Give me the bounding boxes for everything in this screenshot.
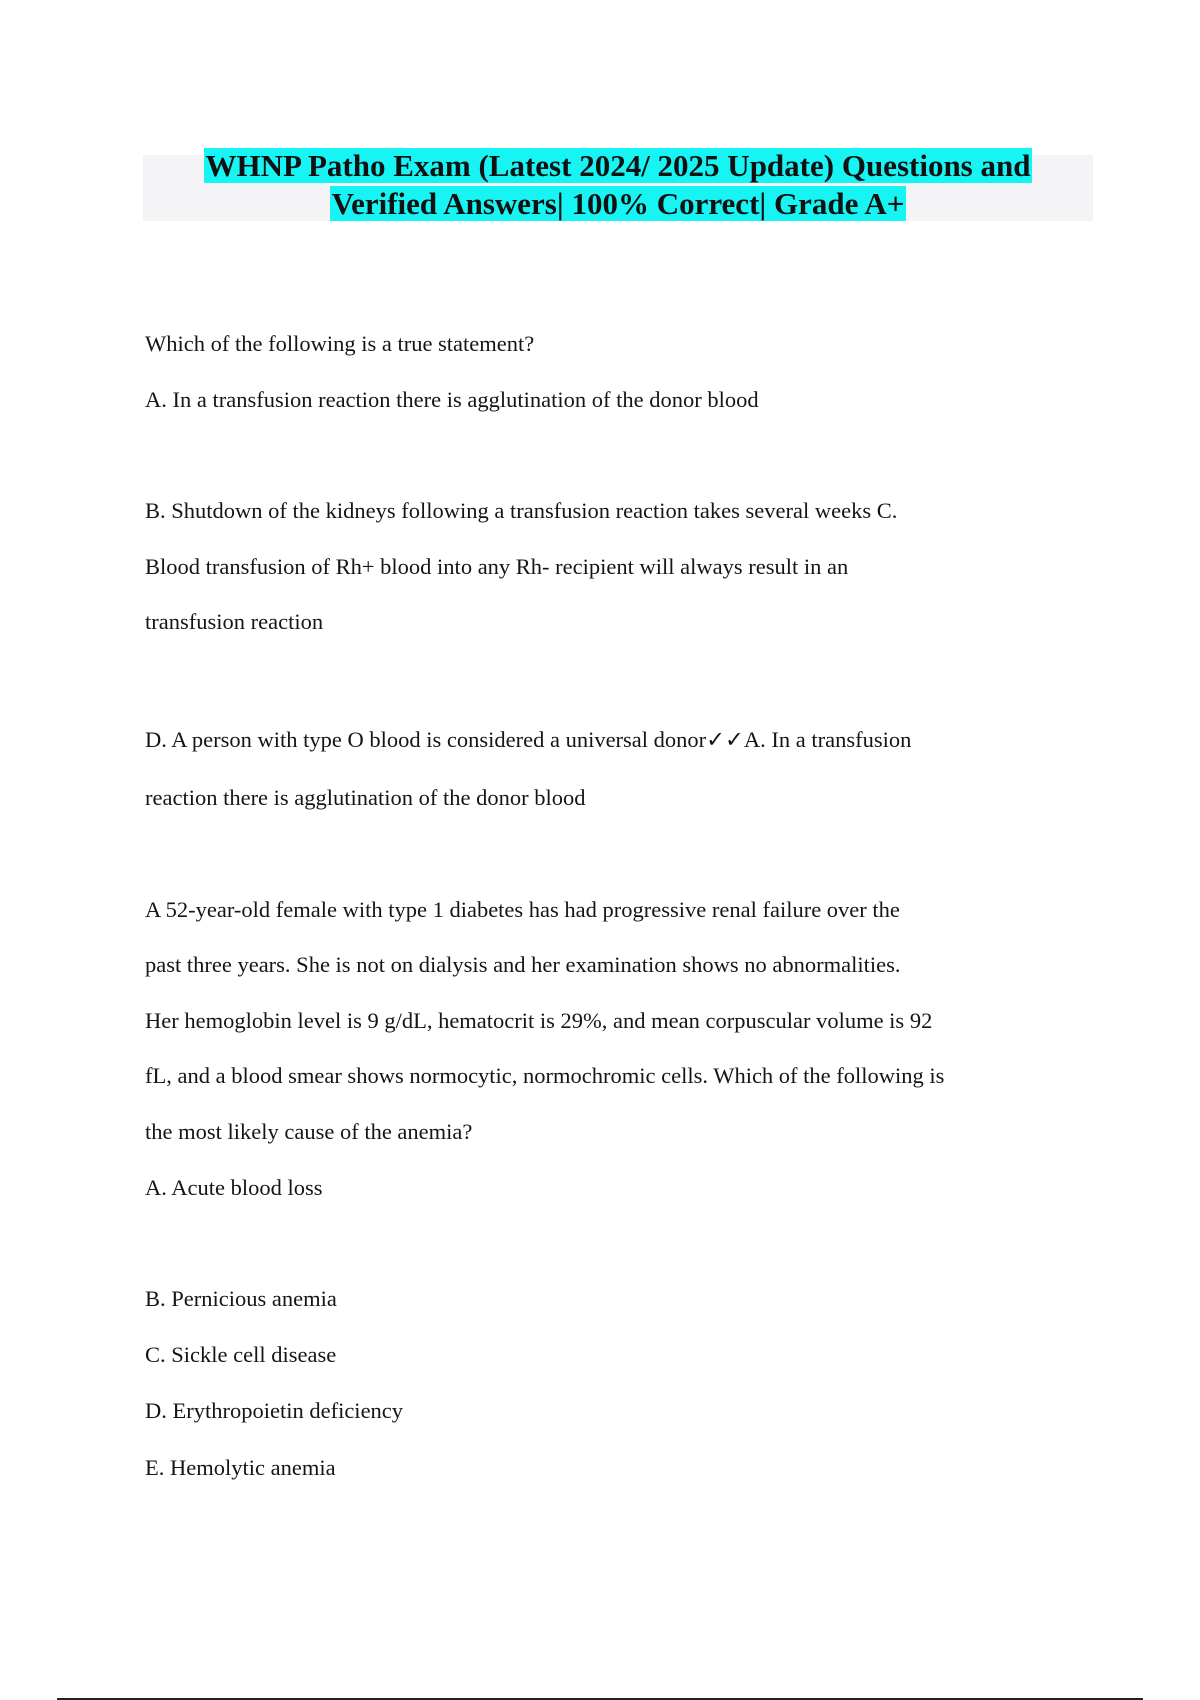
q2-stem-line-2: past three years. She is not on dialysis and her examination shows no abnormalities. <box>145 952 901 977</box>
q2-option-a: A. Acute blood loss <box>145 1175 323 1200</box>
q1-option-d-line-1: D. A person with type O blood is considered a universal donor✓✓A. In a transfusion <box>145 727 912 752</box>
q2-stem-line-3: Her hemoglobin level is 9 g/dL, hematocrit is 29%, and mean corpuscular volume is 92 <box>145 1008 933 1033</box>
q2-option-c: C. Sickle cell disease <box>145 1342 337 1367</box>
q1-option-b-line-2: Blood transfusion of Rh+ blood into any Rh- recipient will always result in an <box>145 554 849 579</box>
title-line-2 <box>143 185 1093 223</box>
title-line-1 <box>143 147 1093 185</box>
q1-option-a: A. In a transfusion reaction there is agglutination of the donor blood <box>145 387 759 412</box>
title-block <box>143 148 1093 221</box>
q1-stem: Which of the following is a true statement? <box>145 331 535 356</box>
q1-option-b-line-1: B. Shutdown of the kidneys following a transfusion reaction takes several weeks C. <box>145 498 898 523</box>
q2-stem-line-1: A 52-year-old female with type 1 diabetes has had progressive renal failure over the <box>145 897 900 922</box>
q2-option-d: D. Erythropoietin deficiency <box>145 1398 404 1423</box>
title-text-1: WHNP Patho Exam (Latest 2024/ 2025 Update) Questions and <box>205 148 1031 183</box>
q2-option-e: E. Hemolytic anemia <box>145 1455 336 1480</box>
q2-option-b: B. Pernicious anemia <box>145 1286 337 1311</box>
q2-stem-line-4: fL, and a blood smear shows normocytic, normochromic cells. Which of the following is <box>145 1063 945 1088</box>
q1-option-d-line-2: reaction there is agglutination of the donor blood <box>145 785 586 810</box>
q2-stem-line-5: the most likely cause of the anemia? <box>145 1119 473 1144</box>
title-text-2: Verified Answers| 100% Correct| Grade A+ <box>331 186 905 221</box>
q1-option-b-line-3: transfusion reaction <box>145 609 324 634</box>
